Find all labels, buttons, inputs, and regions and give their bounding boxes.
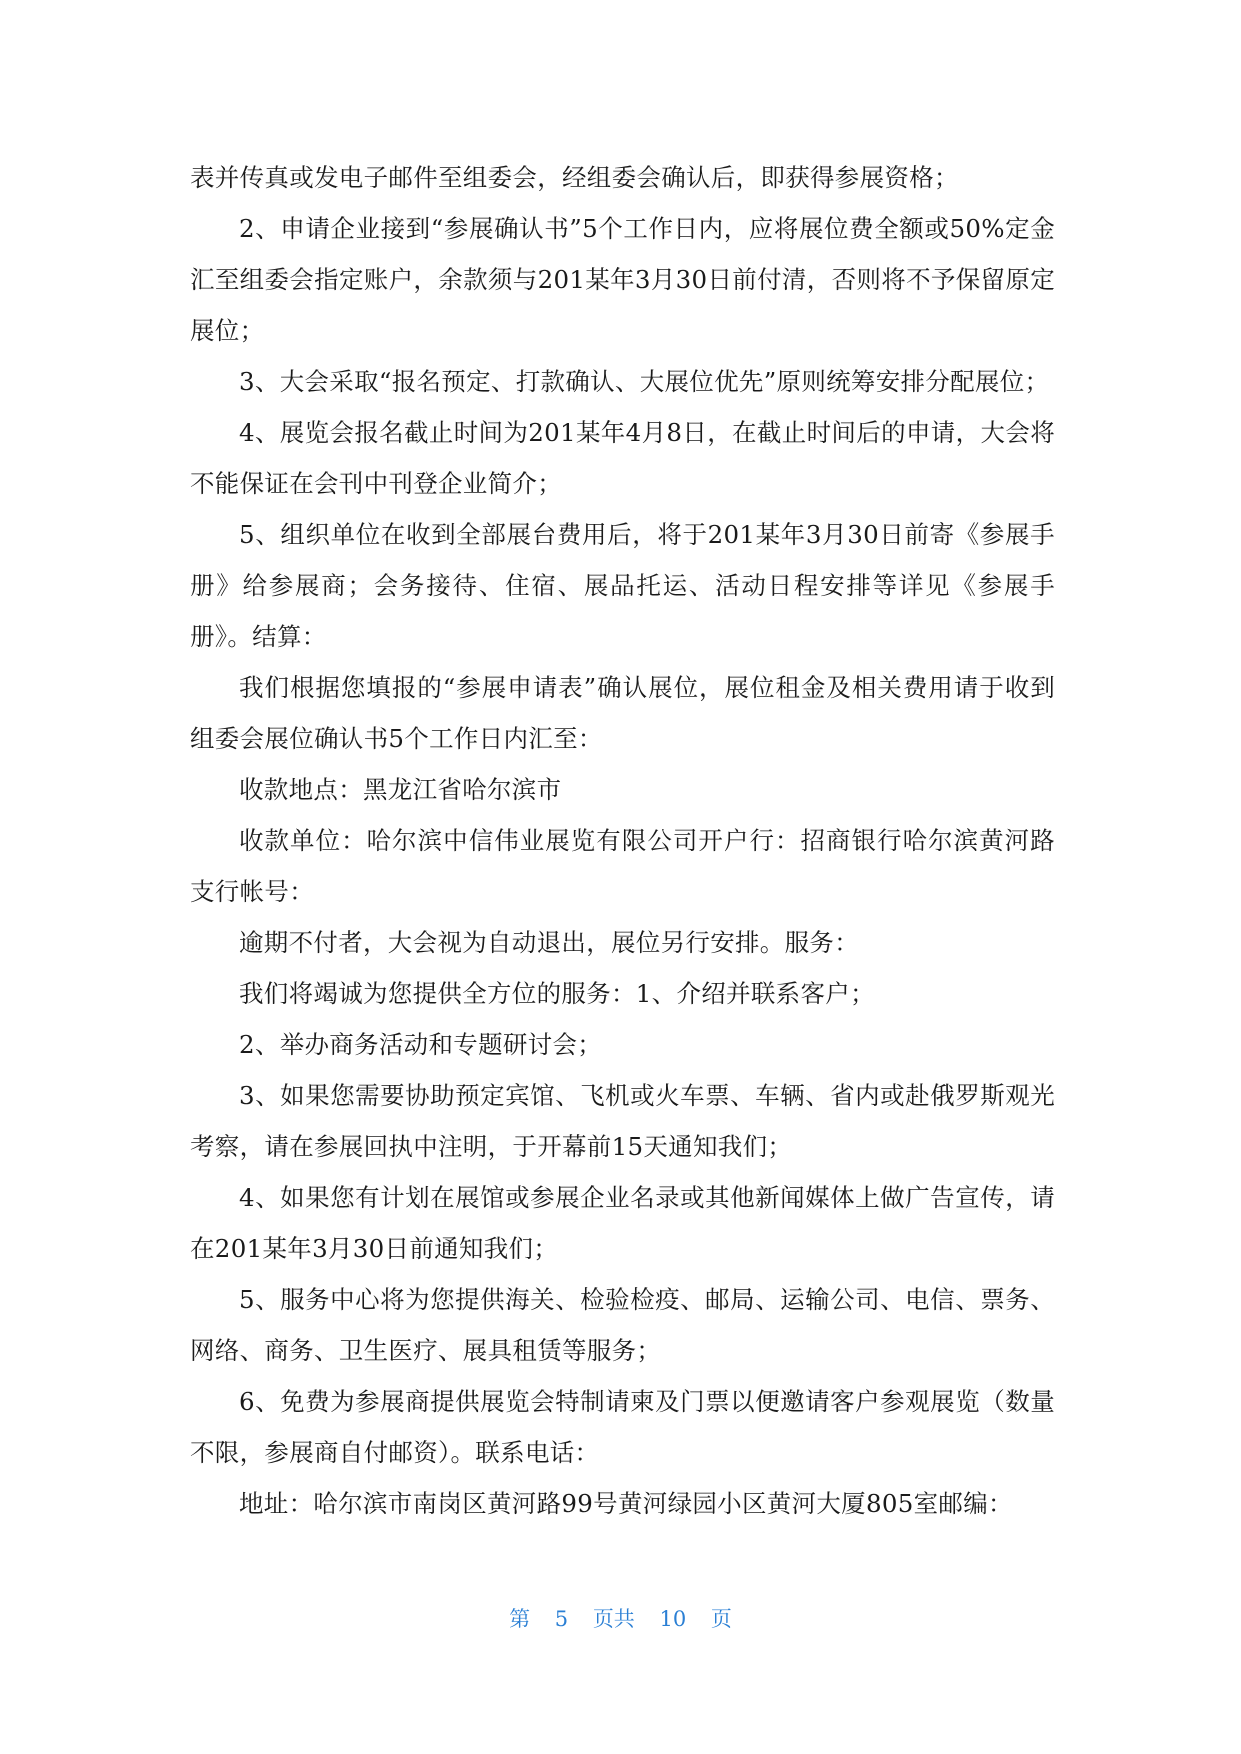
paragraph: 逾期不付者，大会视为自动退出，展位另行安排。服务： xyxy=(239,928,859,957)
paragraph: 5、服务中心将为您提供海关、检验检疫、邮局、运输公司、电信、票务、网络、商务、卫生医疗、展具租赁等服务； xyxy=(190,1285,1055,1365)
page-number-footer xyxy=(0,1603,1241,1633)
paragraph: 3、大会采取“报名预定、打款确认、大展位优先”原则统筹安排分配展位； xyxy=(239,367,1050,396)
paragraph: 2、申请企业接到“参展确认书”5个工作日内，应将展位费全额或50%定金汇至组委会指定账户，余款须与201某年3月30日前付清，否则将不予保留原定展位； xyxy=(190,214,1055,345)
footer-prefix: 第 xyxy=(509,1607,531,1631)
current-page-number: 5 xyxy=(554,1607,569,1631)
total-page-count: 10 xyxy=(659,1607,687,1631)
paragraph: 2、举办商务活动和专题研讨会； xyxy=(239,1030,603,1059)
paragraph: 我们将竭诚为您提供全方位的服务：1、介绍并联系客户； xyxy=(239,979,875,1008)
footer-middle: 页共 xyxy=(592,1607,635,1631)
paragraph: 4、如果您有计划在展馆或参展企业名录或其他新闻媒体上做广告宣传，请在201某年3月30日前通知我们； xyxy=(190,1183,1055,1263)
document-body xyxy=(190,152,1055,1529)
paragraph: 4、展览会报名截止时间为201某年4月8日，在截止时间后的申请，大会将不能保证在会刊中刊登企业简介； xyxy=(190,418,1055,498)
paragraph: 收款单位：哈尔滨中信伟业展览有限公司开户行：招商银行哈尔滨黄河路支行帐号： xyxy=(190,826,1055,906)
paragraph: 地址：哈尔滨市南岗区黄河路99号黄河绿园小区黄河大厦805室邮编： xyxy=(239,1489,1013,1518)
paragraph: 我们根据您填报的“参展申请表”确认展位，展位租金及相关费用请于收到组委会展位确认书5个工作日内汇至： xyxy=(190,673,1055,753)
paragraph: 6、免费为参展商提供展览会特制请柬及门票以便邀请客户参观展览（数量不限，参展商自付邮资）。联系电话： xyxy=(190,1387,1055,1467)
paragraph: 收款地点：黑龙江省哈尔滨市 xyxy=(239,775,562,804)
paragraph: 3、如果您需要协助预定宾馆、飞机或火车票、车辆、省内或赴俄罗斯观光考察，请在参展回执中注明，于开幕前15天通知我们； xyxy=(190,1081,1055,1161)
paragraph: 表并传真或发电子邮件至组委会，经组委会确认后，即获得参展资格； xyxy=(190,163,959,192)
paragraph: 5、组织单位在收到全部展台费用后，将于201某年3月30日前寄《参展手册》给参展商；会务接待、住宿、展品托运、活动日程安排等详见《参展手册》。结算： xyxy=(190,520,1055,651)
footer-suffix: 页 xyxy=(710,1607,732,1631)
